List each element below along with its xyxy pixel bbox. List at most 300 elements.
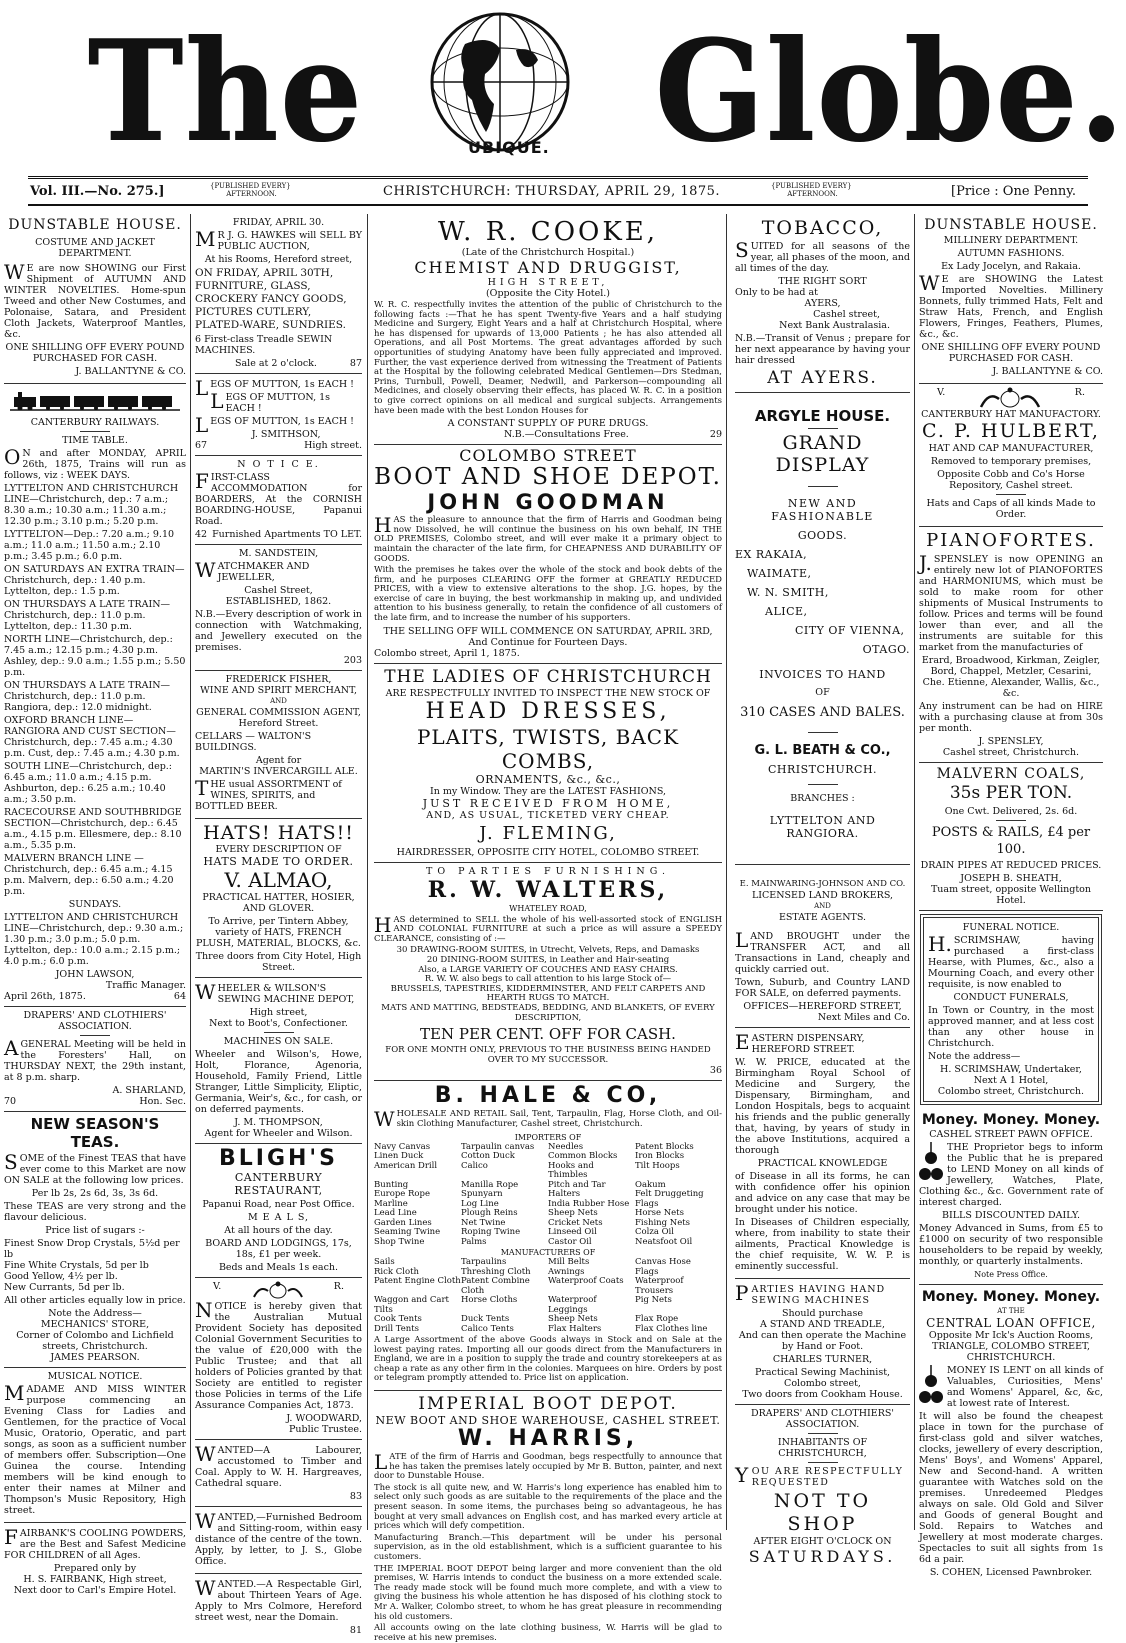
sheath-coals-ad — [919, 763, 1103, 911]
ad-body: YOU ARE RESPECTFULLY REQUESTED — [735, 1463, 904, 1488]
ad-body: Should purchase — [782, 1308, 863, 1319]
ad-cwt: One Cwt. Delivered, 2s. 6d. — [944, 806, 1078, 817]
table-cell: Flax Rope — [635, 1314, 679, 1325]
ad-title: Money. Money. Money. — [921, 1289, 1101, 1305]
ad-item: 20 DINING-ROOM SUITES, in Leather and Hair-seating — [426, 955, 670, 966]
timetable-signature: JOHN LAWSON, — [55, 969, 135, 980]
ad-number: 81 — [349, 1625, 362, 1636]
ad-name: JOHN GOODMAN — [427, 490, 669, 515]
table-cell: Garden Lines — [374, 1217, 432, 1228]
ad-title: IMPERIAL BOOT DEPOT. — [418, 1394, 678, 1415]
ad-item: Also, a LARGE VARIETY OF COUCHES AND EASY CHAIRS. — [418, 964, 678, 975]
timetable-subtitle: TIME TABLE. — [62, 435, 128, 446]
timetable-line: LYTTELTON AND CHRISTCHURCH LINE—Christchurch, dep.: 7 a.m.; 8.30 a.m.; 10.30 a.m.; 11.30 a.m.; 12.30 p.m.; 3.10 p.m.; 5.20 p.m. — [4, 483, 179, 527]
ad-goods: GOODS. — [797, 529, 848, 542]
ad-received: JUST RECEIVED FROM HOME, — [422, 796, 674, 810]
ad-body: H.SCRIMSHAW, having purchased a first-class Hearse, with Plumes, &c., also a Mourning Coach, and every other requisite, is now enabled to — [928, 932, 1094, 990]
ad-body: LATE of the firm of Harris and Goodman, begs respectfully to announce that he has taken the premises lately occupied by Mr B. Button, painter, and next door to Dunstable House. — [374, 1450, 722, 1482]
ad-at: AT AYERS. — [767, 368, 878, 388]
ad-note: These TEAS are very strong and the flavour delicious. — [4, 1201, 186, 1223]
table-cell: Waggon and Cart Tilts — [374, 1295, 449, 1315]
ad-title: B. HALE & CO, — [434, 1083, 662, 1109]
ad-hours: At all hours of the day. — [224, 1225, 333, 1236]
ad-supply: A CONSTANT SUPPLY OF PURE DRUGS. — [447, 418, 649, 430]
fisher-ad — [195, 671, 362, 819]
ad-offer: ONE SHILLING OFF EVERY POUND PURCHASED FOR CASH. — [5, 342, 185, 364]
table-cell: Log Line — [461, 1198, 499, 1209]
crest-v: V. — [937, 387, 946, 398]
mainwaring-ad — [735, 865, 910, 1028]
royal-crest-icon — [975, 387, 1045, 409]
table-cell: Fishing Nets — [635, 1217, 691, 1228]
ad-number: 67 — [195, 440, 208, 451]
ad-trade: GENERAL COMMISSION AGENT, — [196, 707, 361, 718]
masthead — [0, 0, 1126, 182]
ad-plaits: PLAITS, TWISTS, BACK COMBS, — [416, 724, 680, 773]
ad-title: BLIGH'S — [218, 1146, 339, 1171]
table-cell: Pig Nets — [635, 1295, 672, 1306]
manufactures-table — [374, 1258, 722, 1334]
ad-body: FAIRBANK'S COOLING POWDERS, are the Best and Safest Medicine FOR CHILDREN of all Ages. — [4, 1525, 186, 1561]
ad-time: Sale at 2 o'clock. — [235, 358, 317, 369]
ad-body: And can then operate the Machine by Hand or Foot. — [738, 1330, 907, 1352]
ad-sort: THE RIGHT SORT — [778, 276, 867, 287]
ad-sub: ARE RESPECTFULLY INVITED TO INSPECT THE NEW STOCK OF — [385, 687, 711, 699]
table-cell: Seaming Twine — [374, 1227, 441, 1238]
ad-ship: WAIMATE, — [747, 567, 812, 580]
ad-makers: Erard, Broadwood, Kirkman, Zeigler, Bord, Chappel, Metzler, Cesarini, Che. Etienne, Alexander, Wallis, &c., &c. — [921, 655, 1101, 699]
ad-body: The stock is all quite new, and W. Harris's long experience has enabled him to select only such goods as are suitable to the requirements of the place and the present season. In some items, the purchases being so advantageous, he has bought at very small advances on English cost, and has marked every article at prices which will defy competition. — [374, 1482, 722, 1532]
ad-office: CASHEL STREET PAWN OFFICE. — [929, 1129, 1093, 1140]
masthead-title-left: The — [88, 10, 364, 173]
ad-title: DUNSTABLE HOUSE. — [8, 217, 182, 233]
ad-address: High street, — [249, 1007, 308, 1018]
table-cell: Sheep Nets — [548, 1314, 598, 1325]
ad-signature-title: Practical Sewing Machinist, — [754, 1367, 891, 1378]
ad-title: MALVERN COALS, — [936, 766, 1086, 782]
published-note: {PUBLISHED EVERY} AFTERNOON. — [210, 182, 291, 198]
table-cell: Neatsfoot Oil — [635, 1236, 693, 1247]
ad-address: Two doors from Cookham House. — [742, 1389, 903, 1400]
masthead-title-right: Globe. — [655, 10, 1126, 173]
ad-body: WE are now SHOWING our First Shipment of AUTUMN AND WINTER NOVELTIES. Home-spun Tweed and other New Costumes, and Polonaise, Satara, and President Cloth Jackets, Waterproof Mantles, &c. — [4, 260, 186, 340]
ad-trade: WINE AND SPIRIT MERCHANT, — [199, 685, 357, 696]
ad-title: N O T I C E. — [237, 459, 320, 470]
ad-date: FRIDAY, APRIL 30. — [232, 217, 325, 228]
ad-meals: M E A L S, — [247, 1212, 310, 1223]
ad-address: Cashel street, — [813, 309, 880, 320]
ad-number: 70 — [4, 1096, 17, 1107]
ad-number: 42 — [195, 529, 208, 540]
ad-signature: J. BALLANTYNE & CO. — [75, 366, 186, 377]
table-cell: Waterproof Trousers — [635, 1276, 684, 1296]
ad-body: To Arrive, per Tintern Abbey, variety of HATS, FRENCH PLUSH, MATERIAL, BLOCKS, &c. — [196, 916, 361, 949]
ad-address: Next Bank Australasia. — [779, 320, 890, 331]
timetable-lines — [4, 483, 186, 967]
ad-posts: POSTS & RAILS, £4 per 100. — [931, 825, 1091, 857]
timetable-line: ON SATURDAYS AN EXTRA TRAIN—Christchurch, dep.: 1.40 p.m. Lyttelton, dep.: 1.5 p.m. — [4, 564, 185, 597]
ad-sale: And Continue for Fourteen Days. — [468, 636, 628, 648]
table-cell: Net Twine — [461, 1217, 506, 1228]
table-cell: Roping Twine — [461, 1227, 521, 1238]
ad-title: WHEELER & WILSON'S SEWING MACHINE DEPOT, — [195, 980, 355, 1005]
table-cell: Marline — [374, 1198, 408, 1209]
eastern-dispensary-ad — [735, 1028, 910, 1279]
ad-window: In my Window. They are the LATEST FASHIONS, — [429, 785, 667, 797]
table-cell: Mill Belts — [548, 1257, 590, 1268]
funeral-notice — [923, 917, 1099, 1102]
table-cell: Tilt Hoops — [635, 1160, 680, 1171]
ad-signature: JAMES PEARSON. — [50, 1352, 140, 1363]
ad-board: BOARD AND LODGINGS, 17s, 18s, £1 per week. — [205, 1238, 352, 1260]
ad-title: DRAPERS' AND CLOTHIERS' ASSOCIATION. — [750, 1408, 894, 1430]
ad-signature-title: Public Trustee. — [289, 1424, 362, 1435]
sugar-item: Fine White Crystals, 5d per lb — [4, 1260, 149, 1271]
ad-offer: ONE SHILLING OFF EVERY POUND PURCHASED FOR CASH. — [921, 342, 1101, 364]
ad-address: Next to Boot's, Confectioner. — [209, 1018, 348, 1029]
ad-ship: CITY OF VIENNA, — [795, 624, 905, 637]
ad-date: Colombo street, April 1, 1875. — [374, 647, 520, 659]
ad-trade: PRACTICAL HATTER, HOSIER, AND GLOVER. — [202, 892, 355, 914]
ad-late: (Late of the Christchurch Hospital.) — [461, 247, 635, 258]
ad-road: WHATELEY ROAD, — [509, 903, 587, 913]
sugar-item: Finest Snow Drop Crystals, 5½d per lb — [4, 1238, 180, 1260]
table-cell: Manilla Rope — [461, 1179, 519, 1190]
wanted-labourer — [195, 1440, 362, 1507]
hulbert-ad — [919, 384, 1103, 527]
ad-office: Next Miles and Co. — [817, 1012, 910, 1023]
ad-item: MATS AND MATTING, BEDSTEADS, BEDDING, AND BLANKETS, OF EVERY DESCRIPTION, — [381, 1003, 715, 1023]
pawn-office-ad — [919, 1108, 1103, 1285]
ad-item: R. W. W. also begs to call attention to his large Stock of— — [424, 974, 672, 985]
table-cell: Threshing Cloth — [461, 1266, 531, 1277]
table-cell: Oakum — [635, 1179, 666, 1190]
issue-date: CHRISTCHURCH: THURSDAY, APRIL 29, 1875. — [383, 184, 721, 199]
table-cell: Spunyarn — [461, 1189, 503, 1200]
public-trustee-notice — [195, 1278, 362, 1440]
pawnbroker-balls-icon — [919, 1140, 943, 1184]
ad-places: LYTTELTON AND RANGIORA. — [769, 814, 876, 840]
ad-body: J.SPENSLEY is now OPENING an entirely new lot of PIANOFORTES and HARMONIUMS, which must be sold to make room for other shipments of Musical Instruments to follow. Prices and terms will be found lower than ever, and all the instruments are suitable for this market from the manufacturies of — [919, 551, 1103, 653]
ad-established: ESTABLISHED, 1862. — [225, 596, 332, 607]
ad-number: 87 — [349, 358, 362, 369]
ad-title: EASTERN DISPENSARY, HEREFORD STREET. — [735, 1030, 865, 1055]
pianofortes-ad — [919, 527, 1103, 763]
blighs-ad — [195, 1144, 362, 1278]
ad-of: OF — [815, 687, 830, 698]
ad-ornaments: ORNAMENTS, &c., &c., — [475, 772, 621, 786]
timetable-line: ON THURSDAYS A LATE TRAIN—Christchurch, dep.: 11.0 p.m. Rangiora, dep.: 12.0 midnight. — [4, 680, 171, 713]
ad-ale: MARTIN'S INVERCARGILL ALE. — [199, 766, 358, 777]
sugar-title: Price list of sugars :- — [45, 1225, 145, 1236]
ad-signature: J. M. THOMPSON, — [234, 1117, 323, 1128]
timetable-line: OXFORD BRANCH LINE—RANGIORA AND CUST SECTION—Christchurch, dep.: 7.45 a.m.; 4.30 p.m. Cust, dep.: 7.45 a.m.; 4.30 p.m. — [4, 715, 180, 759]
ad-body: MONEY IS LENT on all kinds of Valuables, Curiosities, Mens' and Womens' Apparel, &c, &c, at lowest rate of Interest. — [947, 1365, 1103, 1409]
ad-cases: 310 CASES AND BALES. — [740, 705, 905, 720]
table-cell: Halters — [548, 1189, 581, 1200]
table-cell: Common Blocks — [548, 1151, 618, 1162]
ad-body: MADAME AND MISS WINTER purpose commencing an Evening Class for Ladies and Gentlemen, for the practice of Vocal Music, Oratorio, Operatic, and part songs, as soon as a sufficient number of members offer. Subscription—One Guinea the course. Intending members will be kind enough to enter their names at Milner and Thompson's Music Repository, High street. — [4, 1381, 186, 1516]
ad-invoices: INVOICES TO HAND — [759, 668, 886, 681]
timetable-line: LYTTELTON—Dep.: 7.20 a.m.; 9.10 a.m.; 11.0 a.m.; 11.50 a.m.; 2.10 p.m.; 3.45 p.m.; 6.0 p.m. — [4, 529, 175, 562]
timetable-line: ON THURSDAYS A LATE TRAIN—Christchurch, dep.: 11.0 p.m. Lyttelton, dep.: 11.30 p.m. — [4, 599, 171, 632]
ad-title: DRAPERS' AND CLOTHIERS' ASSOCIATION. — [23, 1010, 167, 1032]
teas-ad — [4, 1112, 186, 1368]
cooke-chemist-ad — [374, 214, 722, 445]
table-cell: Sheep Nets — [548, 1208, 598, 1219]
ad-number: 64 — [173, 991, 186, 1002]
ad-title: PIANOFORTES. — [926, 530, 1096, 551]
ad-number: 203 — [343, 655, 362, 666]
ad-sub: MACHINES ON SALE. — [223, 1036, 334, 1047]
ad-trade: HAT AND CAP MANUFACTURER, — [928, 443, 1094, 454]
ad-sub: IMPORTERS OF — [514, 1132, 582, 1142]
sandstein-ad — [195, 545, 362, 671]
ad-conduct: CONDUCT FUNERALS, — [953, 992, 1069, 1003]
ad-body: LAND BROUGHT under the TRANSFER ACT, and all Transactions in Land, cheaply and quickly carried out. — [735, 928, 910, 975]
table-cell: Lead Line — [374, 1208, 417, 1219]
ad-name: V. ALMAO, — [224, 868, 333, 892]
ad-name: AYERS, — [804, 298, 841, 309]
ad-name: J. FLEMING, — [479, 822, 617, 844]
sugar-item: New Currants, 5d per lb. — [4, 1282, 125, 1293]
store-note: Note the Address— — [48, 1308, 142, 1319]
ad-ship: ALICE, — [765, 605, 808, 618]
drapers-meeting-ad — [4, 1007, 186, 1112]
ad-dept: MILLINERY DEPARTMENT. — [943, 235, 1079, 246]
ad-body: MR J. G. HAWKES will SELL BY PUBLIC AUCTION, — [195, 227, 362, 252]
ad-otago: OTAGO. — [862, 643, 910, 656]
ad-subtitle: COSTUME AND JACKET DEPARTMENT. — [35, 237, 155, 259]
ad-ex: EX RAKAIA, — [735, 548, 808, 561]
ad-body: WANTED,—Furnished Bedroom and Sitting-room, within easy distance of the centre of the town. Apply, by letter, to J. S., Globe Office. — [195, 1509, 362, 1567]
ad-address: Papanui Road, near Post Office. — [202, 1199, 355, 1210]
timetable-intro: ON and after MONDAY, APRIL 26th, 1875, Trains will run as follows, viz : WEEK DAYS. — [4, 445, 186, 481]
musical-notice — [4, 1368, 186, 1523]
table-cell: Flags — [635, 1198, 659, 1209]
table-cell: Awnings — [548, 1266, 585, 1277]
table-cell: Horse Cloths — [461, 1295, 518, 1306]
ad-office: OFFICES—HEREFORD STREET, — [743, 1001, 902, 1012]
ad-new: NEW AND FASHIONABLE — [771, 497, 874, 523]
boarding-notice — [195, 456, 362, 545]
ad-branches: BRANCHES : — [790, 793, 855, 804]
ad-line: LEGS OF MUTTON, 1s EACH ! — [210, 389, 331, 414]
ad-after: AFTER EIGHT O'CLOCK ON — [753, 1536, 892, 1547]
ad-name: W. HARRIS, — [457, 1426, 639, 1452]
ad-body: HAS the pleasure to announce that the firm of Harris and Goodman being now Dissolved, he will continue the business on his own behalf, IN THE OLD PREMISES, Colombo street, and will ever make it a primary object to maintain the character of the late firm, for CHEAPNESS AND DURABILITY OF GOODS. — [374, 513, 722, 564]
table-cell: Flags — [635, 1266, 659, 1277]
harris-ad — [374, 1391, 722, 1643]
store-address: Corner of Colombo and Lichfield streets, Christchurch. — [16, 1330, 174, 1352]
ad-office: CENTRAL LOAN OFFICE, — [926, 1316, 1096, 1330]
ad-item: BRUSSELS, TAPESTRIES, KIDDERMINSTER, AND FELT CARPETS AND HEARTH RUGS TO MATCH. — [390, 983, 706, 1004]
ad-body: HAS determined to SELL the whole of his well-assorted stock of ENGLISH AND COLONIAL FURNITURE at such a price as will assure a SPEEDY CLEARANCE, consisting of :— — [374, 912, 722, 944]
timetable-line: LYTTELTON AND CHRISTCHURCH LINE—Christchurch, dep.: 9.30 a.m.; 1.30 p.m.; 3.0 p.m.; 5.0 p.m. Lyttelton, dep.: 10.0 a.m.; 2.15 p.m.; 4.0 p.m.; 6.0 p.m. — [4, 912, 184, 967]
ad-line: LEGS OF MUTTON, 1s EACH ! — [195, 413, 354, 437]
ad-factory: CANTERBURY HAT MANUFACTORY. — [921, 409, 1101, 420]
ad-items: ON FRIDAY, APRIL 30TH, FURNITURE, GLASS, CROCKERY FANCY GOODS, PICTURES CUTLERY, PLATED-WARE, SUNDRIES. — [195, 267, 347, 331]
ad-head: HEAD DRESSES, — [425, 698, 671, 724]
ad-body: A Large Assortment of the above Goods always in Stock and on Sale at the lowest paying rates. Importing all our goods direct from the Manufacturers in England, we are in a position to supply the trade and country storekeepers at as cheap a rate as any other firm in the colonies. Marquees on hire. Orders by post or telegram promptly attended to. Price list on application. — [374, 1335, 722, 1384]
hawkes-auction-ad — [195, 214, 362, 374]
ad-body: WHOLESALE AND RETAIL Sail, Tent, Tarpaulin, Flag, Horse Cloth, and Oil-skin Clothing Manufacturer, Cashel street, Christchurch. — [374, 1107, 722, 1132]
dunstable-millinery-ad — [919, 214, 1103, 384]
ad-note: Note Press Office. — [974, 1270, 1048, 1279]
ad-hire: Any instrument can be had on HIRE with a purchasing clause at from 30s per month. — [919, 701, 1103, 734]
ad-cheap: AND, AS USUAL, TICKETED VERY CHEAP. — [426, 809, 670, 821]
hale-ad — [374, 1081, 722, 1391]
wanted-girl — [195, 1574, 362, 1636]
table-cell: Flax Halters — [548, 1323, 602, 1334]
ad-signature: H. S. FAIRBANK, High street, — [23, 1574, 167, 1585]
goodman-boot-ad — [374, 445, 722, 664]
table-cell: Shop Twine — [374, 1236, 425, 1247]
ad-title: FUNERAL NOTICE. — [962, 922, 1060, 933]
ad-name: C. P. HULBERT, — [922, 420, 1100, 442]
ad-body: of Disease in all its forms, he can with confidence offer his opinion and advice on any case that may be brought under his notice. — [735, 1171, 910, 1215]
ad-body: THE Proprietor begs to inform the Public that he is prepared to LEND Money on all kinds of Jewellery, Watches, Plate, Clothing &c., &c. Government rate of interest charged. — [919, 1142, 1103, 1208]
ad-prepared: Prepared only by — [53, 1563, 137, 1574]
ad-number: 29 — [709, 429, 722, 441]
ad-name: CANTERBURY RESTAURANT, — [234, 1171, 323, 1197]
ad-body: Manufacturing Branch.—This department will be under his personal supervision, as in the old establishment, which is a sufficient guarantee to his customers. — [374, 1532, 722, 1562]
ad-address: Tuam street, opposite Wellington Hotel. — [930, 884, 1092, 906]
ad-agent: Agent for — [255, 755, 302, 766]
ad-display: GRAND DISPLAY — [775, 432, 870, 476]
ad-title: W. R. COOKE, — [437, 217, 658, 247]
ad-body: It will also be found the cheapest place in town for the purchase of first-class gold and silver watches, clocks, jewellery of every description, Mens' Boys', and Womens' Apparel, New and Second-hand. A written guarantee with Watches sold on the premises. Unredeemed Pledges always on sale. Old Gold and Silver and Goods of general Bought and Sold. Repairs to Watches and Jewellery at most moderate charges. Spectacles to suit all sights from 1s 6d a pair. — [919, 1411, 1103, 1565]
column-1 — [4, 214, 186, 1596]
ad-sub: NEW BOOT AND SHOE WAREHOUSE, CASHEL STREET. — [375, 1414, 721, 1428]
crest-r: R. — [333, 1281, 344, 1292]
ad-signature: J. BALLANTYNE & CO. — [992, 366, 1103, 377]
ad-signature: J. SMITHSON, — [251, 429, 321, 440]
ad-title: BOOT AND SHOE DEPOT. — [374, 464, 722, 491]
volume-number: Vol. III.—No. 275.] — [30, 184, 165, 199]
ad-city: CHRISTCHURCH. — [767, 763, 878, 776]
timetable-line: SOUTH LINE—Christchurch, dep.: 6.45 a.m.; 11.0 a.m.; 4.15 p.m. Ashburton, dep.: 6.25 a.m.; 10.40 a.m.; 3.50 p.m. — [4, 761, 172, 805]
ad-bills: BILLS DISCOUNTED DAILY. — [941, 1210, 1081, 1221]
ad-signature: S. COHEN, Licensed Pawnbroker. — [929, 1567, 1093, 1578]
table-cell: Drill Tents — [374, 1323, 420, 1334]
ad-sale: THE SELLING OFF WILL COMMENCE ON SATURDAY, APRIL 3RD, — [383, 625, 713, 637]
early-closing-ad — [735, 1405, 910, 1567]
ad-body: WANTED.—A Respectable Girl, about Thirteen Years of Age. Apply to Mrs Colmore, Hereford street west, near the Domain. — [195, 1576, 362, 1623]
ad-month: FOR ONE MONTH ONLY, PREVIOUS TO THE BUSINESS BEING HANDED OVER TO MY SUCCESSOR. — [385, 1045, 711, 1065]
ad-address: HAIRDRESSER, OPPOSITE CITY HOTEL, COLOMBO STREET. — [396, 846, 700, 858]
ad-title: MUSICAL NOTICE. — [47, 1371, 143, 1382]
ad-title: THE LADIES OF CHRISTCHURCH — [384, 666, 712, 687]
table-cell: Iron Blocks — [635, 1151, 685, 1162]
table-cell: Felt Druggeting — [635, 1189, 704, 1200]
ad-address: Colombo street, — [784, 1378, 861, 1389]
imports-table — [374, 1143, 722, 1248]
ad-body: Money Advanced in Sums, from £5 to £1000 on security of two responsible householders to be repaid by weekly, monthly, or quarterly instalments. — [919, 1223, 1103, 1267]
timetable-line: SUNDAYS. — [68, 899, 122, 910]
ad-number: 36 — [709, 1065, 722, 1077]
ad-note: Note the address— — [928, 1051, 1021, 1062]
ad-sub: HATS MADE TO ORDER. — [203, 855, 354, 868]
ad-address: High street. — [304, 440, 362, 451]
mutton-ad — [195, 374, 362, 456]
ad-signature: J. SPENSLEY, — [978, 736, 1044, 747]
ad-address: Opposite Mr Ick's Auction Rooms, TRIANGLE, COLOMBO STREET, CHRISTCHURCH. — [928, 1330, 1094, 1363]
ad-knowledge: PRACTICAL KNOWLEDGE — [757, 1158, 888, 1169]
ad-body: With the premises he takes over the whole of the stock and book debts of the firm, and he purposes CLEARING OFF the former at GREATLY REDUCED PRICES, with a view to extensive alterations to the shop. J.G. hopes, by the exercise of care in buying, the best workmanship in making up, and undivided attention to his business generally, to retain the confidence of all customers of the late firm, and to increase the number of his supporters. — [374, 565, 722, 624]
argyle-house-ad — [735, 393, 910, 865]
table-cell: Castor Oil — [548, 1236, 592, 1247]
fleming-ad — [374, 664, 722, 863]
table-cell: Waterproof Leggings — [548, 1295, 597, 1315]
ad-body: NOTICE is hereby given that the Australian Mutual Provident Society has deposited Colonial Government Securities to the value of £20,000 with the Public Trustee; and that all holders of Policies granted by that Society are entitled to register those Policies in terms of the Life Assurance Companies Act, 1873. — [195, 1298, 362, 1411]
ad-inhabitants: INHABITANTS OF CHRISTCHURCH, — [777, 1437, 868, 1459]
ad-trade: CHEMIST AND DRUGGIST, — [414, 258, 682, 277]
ad-place: At his Rooms, Hereford street, — [204, 254, 353, 265]
ad-title: COLOMBO STREET — [459, 446, 637, 466]
table-cell: Duck Tents — [461, 1314, 510, 1325]
ad-removed: Removed to temporary premises, — [930, 456, 1092, 467]
ad-trade: LICENSED LAND BROKERS, — [751, 890, 894, 901]
ad-name: JOSEPH B. SHEATH, — [960, 873, 1062, 884]
ad-off: TEN PER CENT. OFF FOR CASH. — [420, 1025, 676, 1044]
ad-opposite: (Opposite the City Hotel.) — [485, 288, 611, 299]
ad-address: Cashel Street, — [244, 585, 313, 596]
dunstable-costume-ad — [4, 214, 186, 384]
table-cell: Plough Reins — [461, 1208, 518, 1219]
price: [Price : One Penny. — [951, 184, 1077, 199]
ad-address: Colombo street, Christchurch. — [937, 1086, 1085, 1097]
ad-name: FREDERICK FISHER, — [225, 674, 332, 685]
store-name: MECHANICS' STORE, — [40, 1319, 150, 1330]
timetable-date: April 26th, 1875. — [4, 991, 86, 1002]
ad-and: AND — [270, 697, 287, 705]
pawnbroker-balls-icon — [919, 1363, 943, 1407]
ad-body: Wheeler and Wilson's, Howe, Holt, Florance, Agenoria, Household, Family Friend, Little Stranger, Little Simplicity, Eliptic, Germania, Weir's, &c., for cash, or on deferred payments. — [195, 1049, 362, 1115]
ad-body: AGENERAL Meeting will be held in the Foresters' Hall, on THURSDAY NEXT, the 29th instant, at 8 p.m. sharp. — [4, 1036, 186, 1083]
ad-nb: N.B.—Transit of Venus ; prepare for her next appearance by having your hair dressed — [735, 333, 910, 366]
table-cell: Linen Duck — [374, 1151, 424, 1162]
ad-address: Hereford Street. — [238, 718, 319, 729]
ad-drain: DRAIN PIPES AT REDUCED PRICES. — [920, 860, 1102, 871]
table-cell: Cricket Nets — [548, 1217, 603, 1228]
table-cell: Cotton Duck — [461, 1151, 515, 1162]
ad-title: NEW SEASON'S TEAS. — [30, 1115, 160, 1151]
ad-title: DUNSTABLE HOUSE. — [924, 217, 1098, 233]
ad-and: AND — [814, 902, 831, 910]
table-cell: Tarpaulins — [461, 1257, 507, 1268]
ad-beds: Beds and Meals 1s each. — [218, 1262, 339, 1273]
ad-address: Cashel street, Christchurch. — [942, 747, 1080, 758]
railway-timetable — [4, 384, 186, 1007]
ad-body: All accounts owing on the late clothing business, W. Harris will be glad to receive at his new premises. — [374, 1623, 722, 1643]
table-cell: Horse Nets — [635, 1208, 684, 1219]
ad-only: Only to be had at — [735, 287, 818, 298]
ad-trade: ESTATE AGENTS. — [778, 912, 867, 923]
ad-street: HIGH STREET, — [487, 277, 609, 288]
wanted-bedroom — [195, 1507, 362, 1574]
crest-r: R. — [1074, 387, 1085, 398]
ad-name: R. W. WALTERS, — [427, 876, 669, 903]
ad-body: W. W. PRICE, educated at the Birmingham Royal School of Medicine and Surgery, the Dispensary, Birmingham, and London Hospitals, begs to acquaint his friends and the public generally that, having, by years of study in the above Institutions, acquired a thorough — [735, 1057, 910, 1156]
ad-ex: Ex Lady Jocelyn, and Rakaia. — [941, 261, 1081, 272]
ad-address: Next door to Carl's Empire Hotel. — [13, 1585, 177, 1596]
ad-body: THE IMPERIAL BOOT DEPOT being larger and more convenient than the old premises, W. Harris intends to conduct the business on a more extended scale. The ready made stock will be found much more complete, and with a view to giving the business his whole attention he has disposed of his clothing stock to Mr A. Walker, Colombo street, to whom he has great pleasure in recommending his old customers. — [374, 1563, 722, 1622]
ad-body: WANTED—A Labourer, accustomed to Timber and Coal. Apply to W. H. Hargreaves, Cathedral square. — [195, 1442, 362, 1489]
ad-body: SOME of the Finest TEAS that have ever come to this Market are now ON SALE at the following low prices. — [4, 1150, 186, 1186]
ad-body: In Diseases of Children especially, where, from inability to state their ailments, Practical Knowledge is the chief requisite, W. W. P. is eminently successful. — [735, 1217, 910, 1272]
central-loan-ad — [919, 1285, 1103, 1578]
